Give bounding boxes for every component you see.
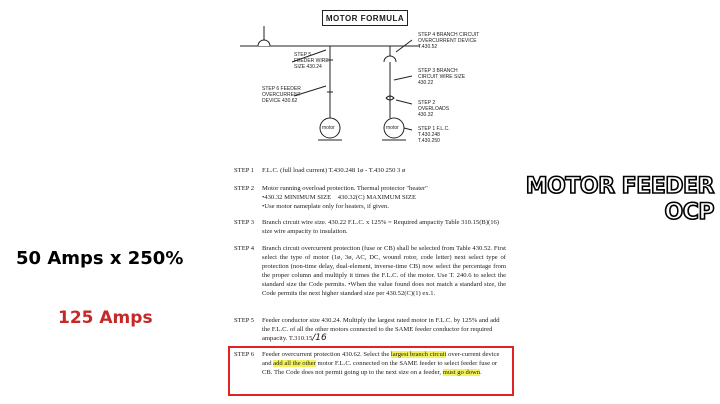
step-number: STEP 3: [234, 219, 255, 226]
motor-label-left: motor: [322, 125, 335, 131]
step-6-emphasis-box: [228, 346, 514, 396]
label-feeder-wire-size: STEP 5 FEEDER WIRE SIZE 430.24: [294, 52, 329, 70]
step-text: Motor running overload protection. Thermal protector "heater": [262, 185, 428, 192]
step-6-text-d: .: [480, 369, 482, 376]
step-text: Feeder conductor size 430.24. Multiply the largest rated motor in F.L.C. by 125% and add the F.L.C. of all the other motors connected to the SAME feeder conductor for required ampacity. T.310.15: [262, 317, 500, 342]
handwritten-note: /16: [312, 333, 327, 343]
step-6-text-c: motor F.L.C. connected on the SAME feeder to select feeder fuse or CB. The Code does not permit going up to the next size on a feeder,: [262, 360, 498, 376]
motor-wiring-diagram: [0, 0, 720, 160]
step-2-note: •Use motor nameplate only for heaters, if given.: [262, 203, 390, 210]
step-6-text-a: Feeder overcurrent protection 430.62. Select the: [262, 351, 391, 358]
label-overloads: STEP 2 OVERLOADS 430.32: [418, 100, 450, 118]
overlay-title: [526, 174, 714, 226]
step-number: STEP 1: [234, 167, 255, 174]
calculation-text: 50 Amps x 250%: [16, 248, 184, 269]
step-text: F.L.C. (full load current) T.430.248 1ø - T.430 250 3 ø: [262, 167, 406, 174]
label-branch-ocp: STEP 4 BRANCH CIRCUIT OVERCURRENT DEVICE T.430.52: [418, 32, 480, 50]
overlay-title-line2: OCP: [664, 200, 714, 225]
step-2-min: •430.32 MINIMUM SIZE: [262, 194, 332, 201]
result-text: 125 Amps: [58, 308, 153, 328]
step-text: Branch circuit wire size. 430.22 F.L.C. x 125% = Required ampacity Table 310.15(B)(16) size wire ampacity to insulation.: [262, 219, 499, 235]
label-branch-wire: STEP 3 BRANCH CIRCUIT WIRE SIZE 430.22: [418, 68, 466, 86]
step-number: STEP 2: [234, 185, 255, 192]
label-flc: STEP 1 F.L.C. T.430.248 T.430.250: [418, 126, 450, 144]
step-2-max: 430.32(C) MAXIMUM SIZE: [337, 194, 416, 201]
step-4: [234, 244, 506, 298]
step-number: STEP 5: [234, 317, 255, 324]
step-number: STEP 6: [234, 351, 255, 358]
motor-label-right: motor: [386, 125, 399, 131]
step-1: [234, 166, 506, 175]
highlight-largest-branch: largest branch circuit: [390, 351, 447, 358]
label-feeder-ocp: STEP 6 FEEDER OVERCURRENT DEVICE 430.62: [262, 86, 301, 104]
step-number: STEP 4: [234, 245, 255, 252]
overlay-title-line1: MOTOR FEEDER: [525, 174, 714, 199]
step-3: [234, 218, 506, 236]
highlight-add-all-other: add all the other: [273, 360, 316, 367]
step-5: [234, 316, 506, 343]
step-2: [234, 184, 506, 211]
step-6-text-b: over-current device and: [262, 351, 500, 367]
step-text: Branch circuit overcurrent protection (fuse or CB) shall be selected from Table 430.52. First select the type of motor (1ø, 3ø, AC, DC, wound rotor, code letter) next select type of protection (non-time delay, dual-element, inverse-time CB) now select the percentage from the proper column and multiply it times the F.L.C. of the motor. Use T. 240.6 to select the standard size the Code permits. •When the value found does not match a standard size, the Code permits the next higher standard size per 430.52(C)(1) ex.1.: [262, 245, 506, 297]
highlight-must-go-down: must go down: [442, 369, 481, 376]
document-title: MOTOR FORMULA: [322, 10, 408, 26]
